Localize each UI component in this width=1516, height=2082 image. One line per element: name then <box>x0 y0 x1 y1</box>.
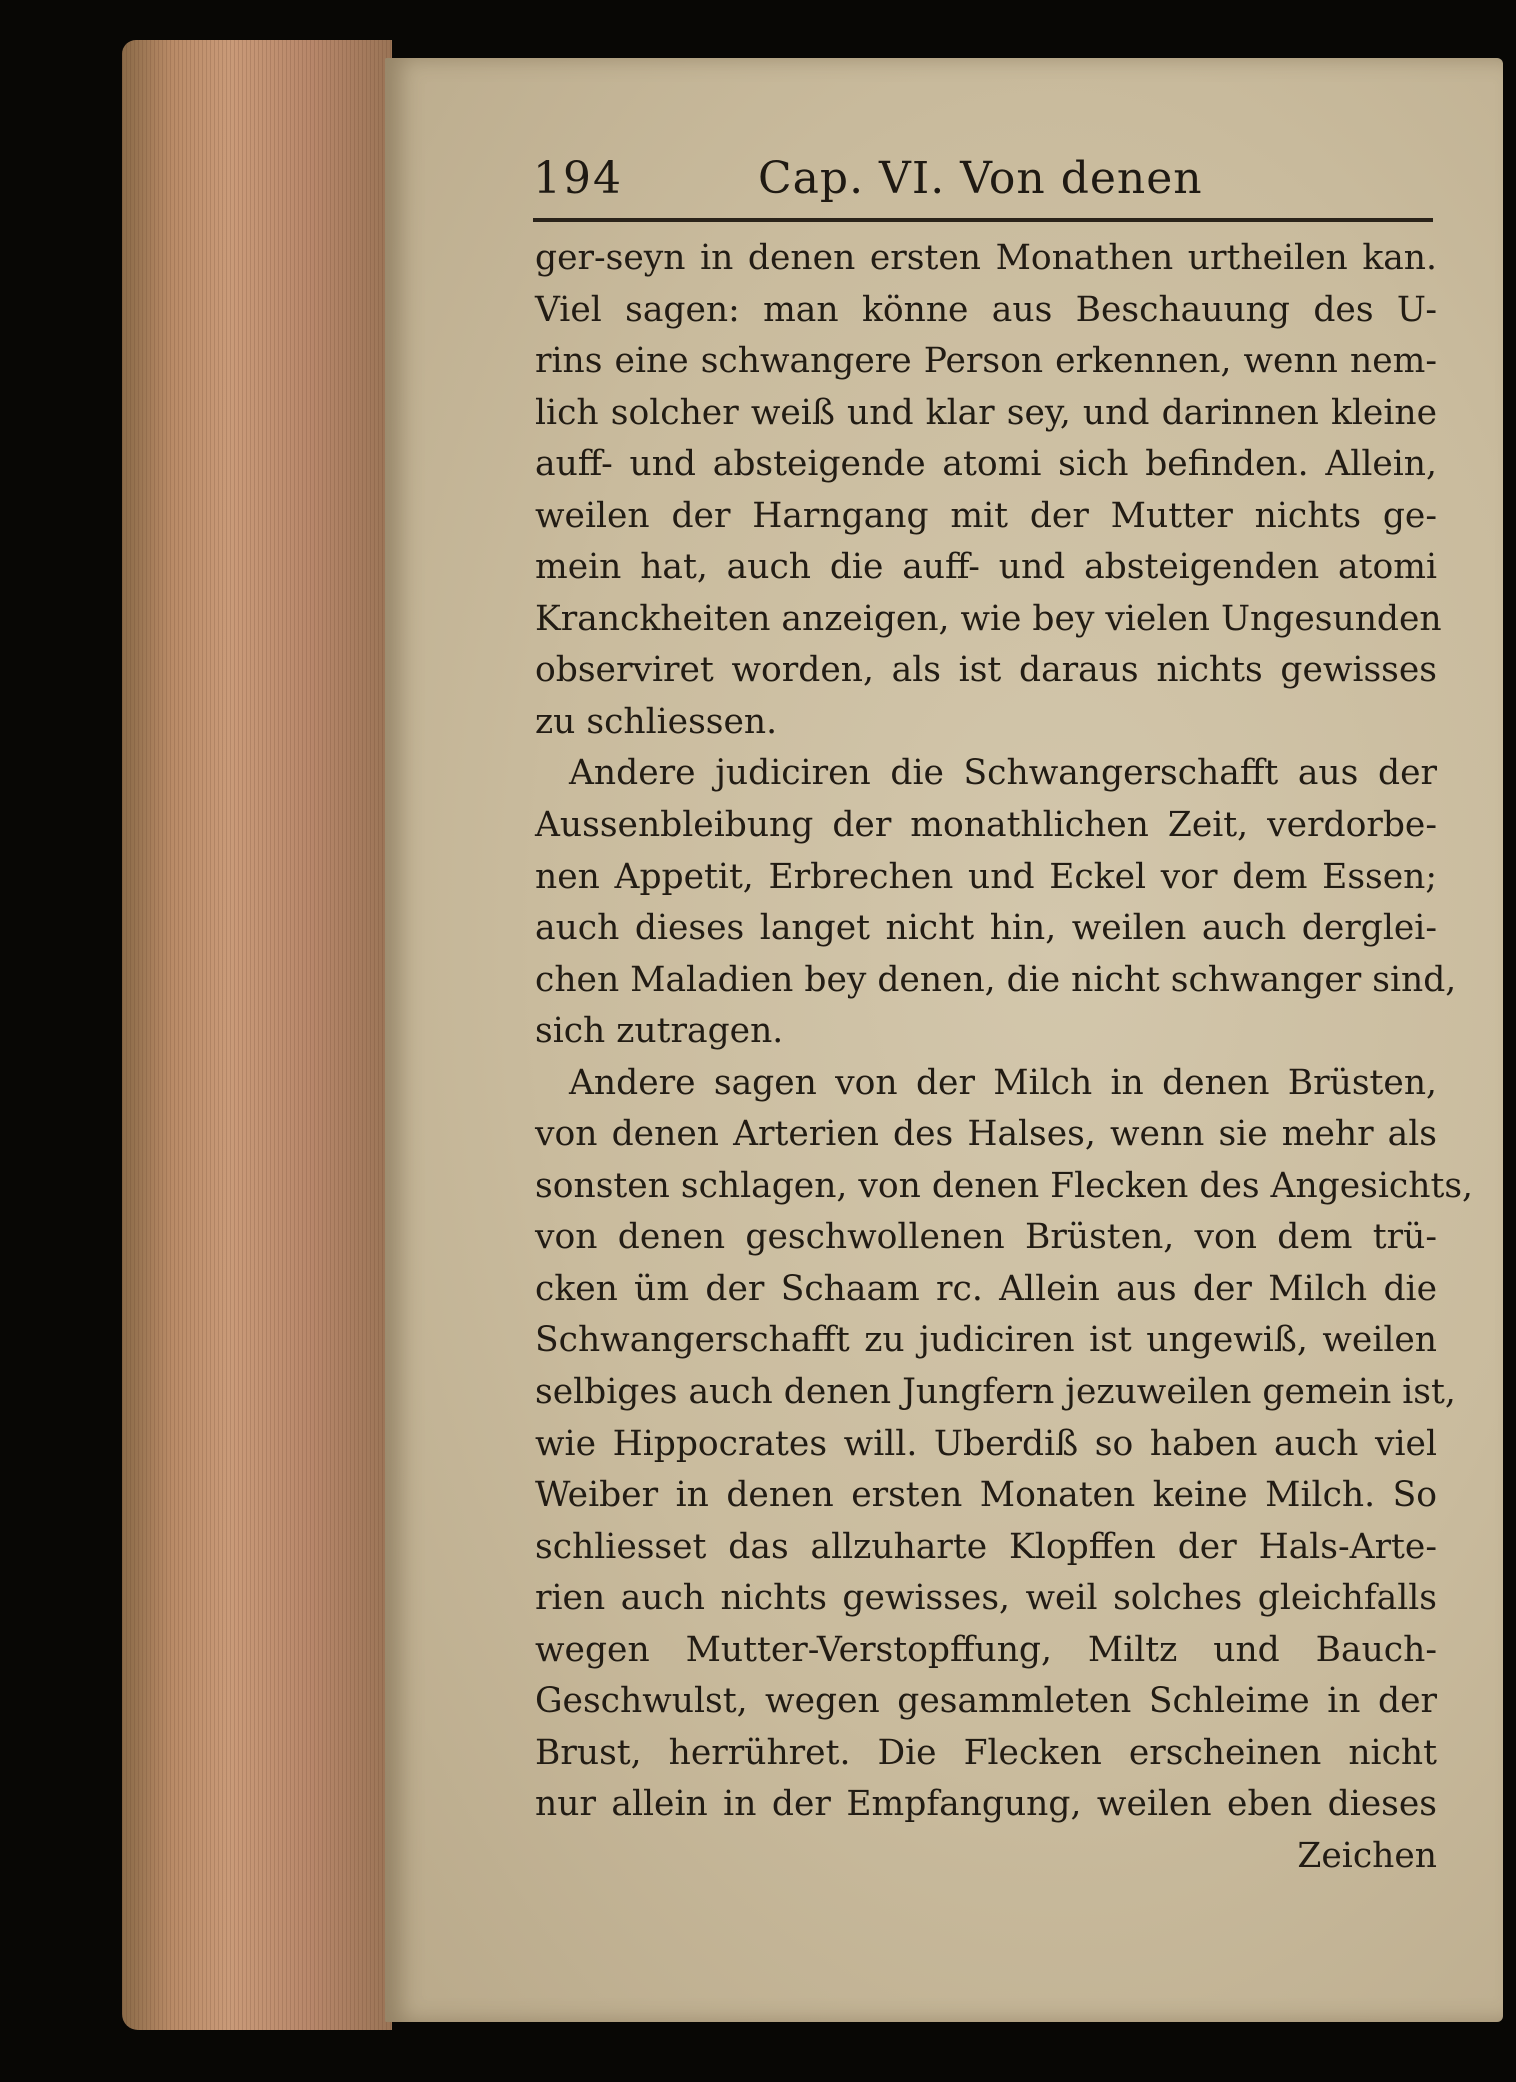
text-line: auch dieses langet nicht hin, weilen auch derglei- <box>535 908 1437 949</box>
text-line: nur allein in der Empfangung, weilen eben dieses <box>535 1784 1437 1825</box>
text-line: Andere sagen von der Milch in denen Brüsten, <box>569 1062 1437 1103</box>
text-line: sonsten schlagen, von denen Flecken des Angesichts, <box>535 1165 1473 1206</box>
book-fore-edge <box>122 40 392 2030</box>
text-line: rien auch nichts gewisses, weil solches gleichfalls <box>535 1578 1437 1619</box>
catchword: Zeichen <box>1297 1835 1437 1876</box>
text-line: wie Hippocrates will. Uberdiß so haben auch viel <box>535 1423 1437 1464</box>
text-line: Brust, herrühret. Die Flecken erscheinen nicht <box>535 1732 1437 1773</box>
page-header <box>533 153 1433 223</box>
text-line: von denen geschwollenen Brüsten, von dem trü- <box>535 1217 1437 1258</box>
text-line: mein hat, auch die auff- und absteigenden atomi <box>535 547 1437 588</box>
text-line: zu schliessen. <box>535 701 778 742</box>
text-line: sich zutragen. <box>535 1011 784 1052</box>
text-line: auff- und absteigende atomi sich befinden. Allein, <box>535 444 1437 485</box>
text-line: Aussenbleibung der monathlichen Zeit, verdorbe- <box>535 805 1437 846</box>
text-line: Schwangerschafft zu judiciren ist ungewiß, weilen <box>535 1320 1437 1361</box>
body-text <box>535 233 1473 1883</box>
text-line: Kranckheiten anzeigen, wie bey vielen Ungesunden <box>535 598 1442 639</box>
text-line: Geschwulst, wegen gesammleten Schleime in der <box>535 1681 1437 1722</box>
text-line: observiret worden, als ist daraus nichts gewisses <box>535 650 1437 691</box>
page-number: 194 <box>533 153 623 204</box>
text-line: lich solcher weiß und klar sey, und darinnen kleine <box>535 392 1437 433</box>
book-page <box>385 58 1503 2022</box>
header-rule <box>533 218 1433 222</box>
text-line: wegen Mutter-Verstopffung, Miltz und Bauch- <box>535 1629 1437 1670</box>
text-line: von denen Arterien des Halses, wenn sie mehr als <box>535 1114 1437 1155</box>
text-line: cken üm der Schaam rc. Allein aus der Milch die <box>535 1268 1437 1309</box>
text-line: Weiber in denen ersten Monaten keine Milch. So <box>535 1475 1437 1516</box>
text-line: Viel sagen: man könne aus Beschauung des U- <box>535 289 1437 330</box>
text-line: schliesset das allzuharte Klopffen der Hals-Arte- <box>535 1526 1437 1567</box>
text-line: ger-seyn in denen ersten Monathen urtheilen kan. <box>535 238 1437 278</box>
text-line: nen Appetit, Erbrechen und Eckel vor dem Essen; <box>535 856 1437 897</box>
text-line: chen Maladien bey denen, die nicht schwanger sind, <box>535 959 1457 1000</box>
text-line: selbiges auch denen Jungfern jezuweilen gemein ist, <box>535 1372 1456 1413</box>
text-line: Andere judiciren die Schwangerschafft aus der <box>569 753 1437 794</box>
running-title: Cap. VI. Von denen <box>758 153 1203 204</box>
text-line: rins eine schwangere Person erkennen, wenn nem- <box>535 341 1437 382</box>
text-line: weilen der Harngang mit der Mutter nichts ge- <box>535 495 1437 536</box>
